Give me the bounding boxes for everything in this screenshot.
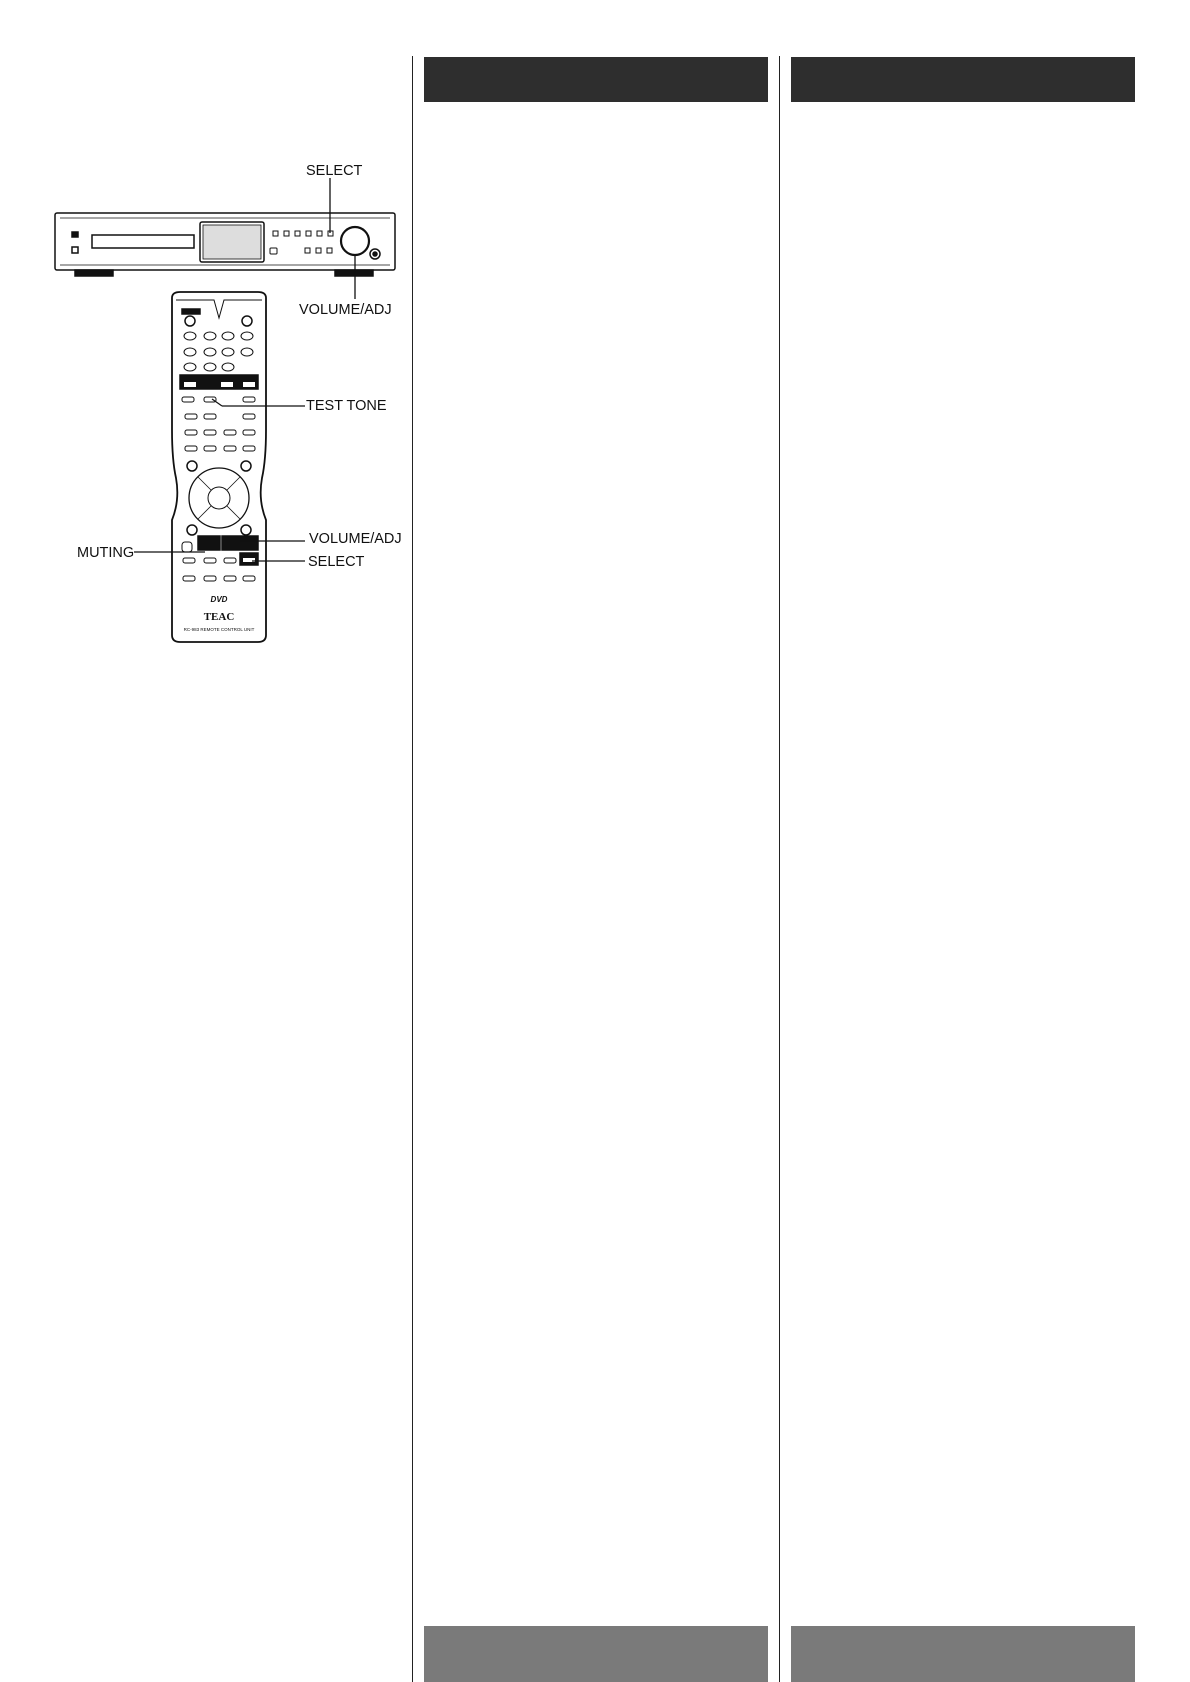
header-bar-middle (424, 57, 768, 102)
receiver-front-panel (55, 213, 395, 276)
footer-bar-right (791, 1626, 1135, 1682)
remote-control (134, 292, 305, 642)
header-bar-right (791, 57, 1135, 102)
callout-test-tone: TEST TONE (306, 398, 387, 414)
footer-bar-middle (424, 1626, 768, 1682)
callout-select-remote: SELECT (308, 554, 365, 570)
svg-text:RC-983 REMOTE CONTROL UNIT: RC-983 REMOTE CONTROL UNIT (183, 627, 255, 632)
callout-volume-adj-panel: VOLUME/ADJ (299, 302, 392, 318)
svg-text:DVD: DVD (210, 595, 228, 604)
callout-select-panel: SELECT (306, 163, 363, 179)
svg-text:TEAC: TEAC (203, 611, 235, 623)
callout-muting: MUTING (77, 545, 135, 561)
column-divider-right (779, 56, 780, 1682)
callout-volume-adj-remote: VOLUME/ADJ (309, 531, 402, 547)
